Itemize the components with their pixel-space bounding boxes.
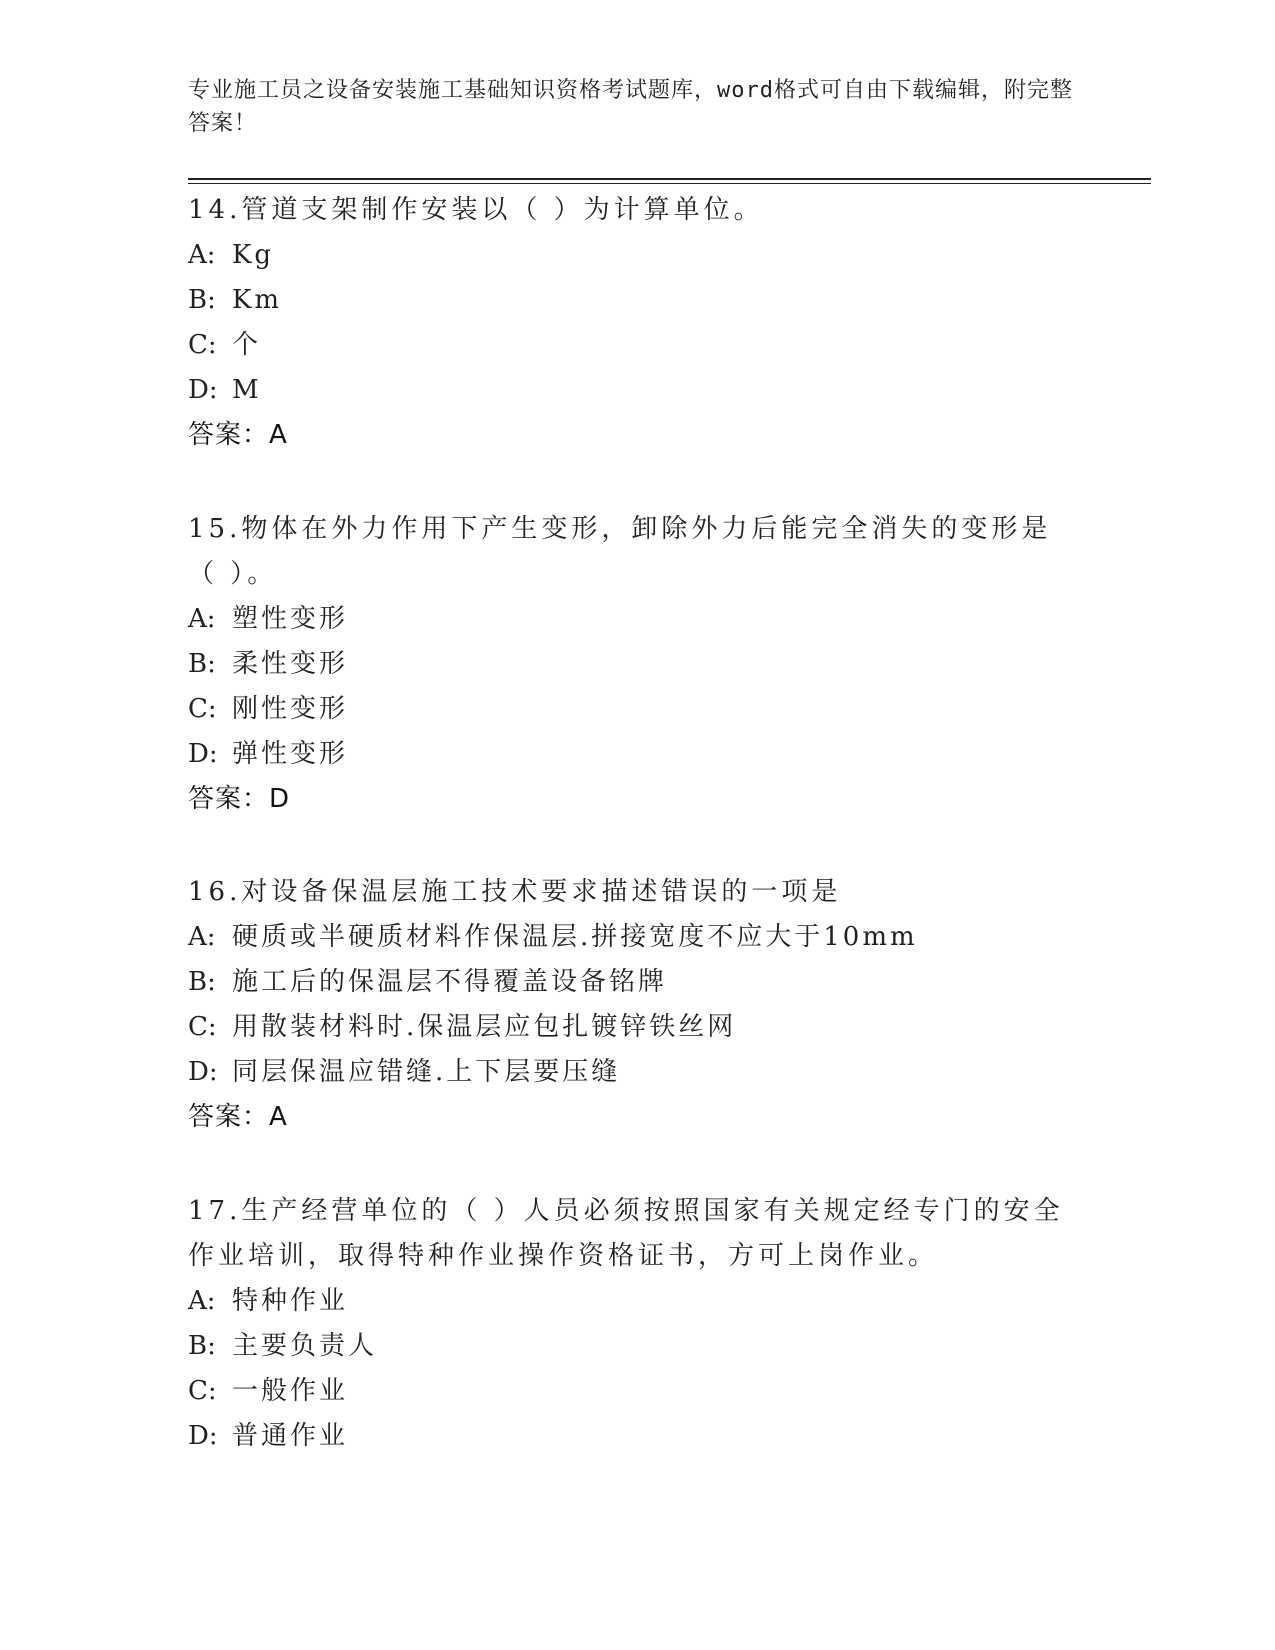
question-15	[188, 507, 1068, 822]
document-header: 专业施工员之设备安装施工基础知识资格考试题库，word格式可自由下载编辑，附完整答案！	[188, 78, 1073, 136]
option-text: 硬质或半硬质材料作保温层.拼接宽度不应大于10mm	[232, 922, 918, 952]
question-14	[188, 188, 1068, 458]
question-17	[188, 1189, 1068, 1459]
option-key: D:	[188, 1421, 218, 1451]
option-text: M	[232, 375, 262, 405]
option-a	[188, 915, 1068, 960]
option-text: 特种作业	[232, 1286, 349, 1316]
option-c	[188, 1369, 1068, 1414]
option-key: B:	[188, 1331, 216, 1361]
option-text: 普通作业	[232, 1421, 349, 1451]
option-key: A:	[188, 240, 216, 270]
option-key: A:	[188, 604, 216, 634]
option-key: A:	[188, 922, 216, 952]
option-key: C:	[188, 1376, 217, 1406]
option-text: 塑性变形	[232, 604, 349, 634]
header-divider-thin	[188, 183, 1151, 184]
option-text: 一般作业	[232, 1376, 349, 1406]
option-text: 主要负责人	[232, 1331, 378, 1361]
question-stem: 14.管道支架制作安装以（ ）为计算单位。	[188, 195, 764, 225]
option-text: 施工后的保温层不得覆盖设备铭牌	[232, 967, 668, 997]
option-text: 刚性变形	[232, 694, 349, 724]
option-text: 同层保温应错缝.上下层要压缝	[232, 1057, 621, 1087]
option-text: Km	[232, 285, 283, 315]
option-d	[188, 1050, 1068, 1095]
option-b	[188, 642, 1068, 687]
option-d	[188, 1414, 1068, 1459]
question-stem: 15.物体在外力作用下产生变形，卸除外力后能完全消失的变形是（ ）。	[188, 514, 1052, 589]
option-text: 柔性变形	[232, 649, 349, 679]
option-a	[188, 597, 1068, 642]
option-key: D:	[188, 375, 218, 405]
header-divider-thick	[188, 178, 1151, 180]
option-key: D:	[188, 739, 218, 769]
question-stem: 16.对设备保温层施工技术要求描述错误的一项是	[188, 877, 842, 907]
option-key: B:	[188, 967, 216, 997]
option-key: C:	[188, 330, 217, 360]
option-a	[188, 1279, 1068, 1324]
option-key: B:	[188, 649, 216, 679]
answer-line: 答案：A	[188, 1102, 288, 1132]
option-text: Kg	[232, 240, 275, 270]
option-text: 个	[232, 330, 262, 360]
answer-line: 答案：D	[188, 784, 291, 814]
option-d	[188, 368, 1068, 413]
option-key: D:	[188, 1057, 218, 1087]
option-c	[188, 323, 1068, 368]
option-text: 用散装材料时.保温层应包扎镀锌铁丝网	[232, 1012, 737, 1042]
option-d	[188, 732, 1068, 777]
option-b	[188, 278, 1068, 323]
option-b	[188, 960, 1068, 1005]
option-key: A:	[188, 1286, 216, 1316]
answer-line: 答案：A	[188, 420, 288, 450]
option-b	[188, 1324, 1068, 1369]
question-16	[188, 870, 1068, 1140]
option-key: B:	[188, 285, 216, 315]
question-stem: 17.生产经营单位的（ ）人员必须按照国家有关规定经专门的安全作业培训，取得特种作业操作资格证书，方可上岗作业。	[188, 1196, 1064, 1271]
option-c	[188, 687, 1068, 732]
option-key: C:	[188, 1012, 217, 1042]
option-text: 弹性变形	[232, 739, 349, 769]
option-a	[188, 233, 1068, 278]
option-c	[188, 1005, 1068, 1050]
option-key: C:	[188, 694, 217, 724]
